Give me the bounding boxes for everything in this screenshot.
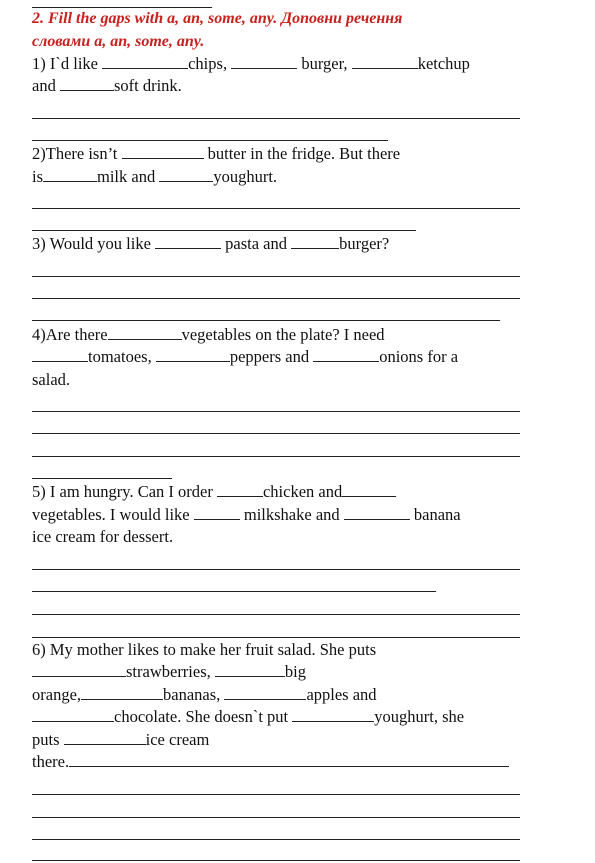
- gap-blank[interactable]: [231, 54, 297, 69]
- item-6-line-4: [32, 706, 464, 729]
- gap-blank[interactable]: [43, 167, 97, 182]
- answer-line[interactable]: [32, 456, 520, 457]
- text-segment: bananas,: [163, 685, 225, 704]
- answer-line[interactable]: [32, 140, 388, 141]
- answer-line[interactable]: [32, 839, 520, 840]
- text-segment: 3) Would you like: [32, 234, 156, 253]
- text-segment: youghurt, she: [374, 707, 465, 726]
- text-segment: burger,: [297, 54, 352, 73]
- answer-line[interactable]: [32, 478, 172, 479]
- answer-line[interactable]: [32, 208, 520, 209]
- gap-blank[interactable]: [352, 54, 418, 69]
- item-1-line-2: [32, 75, 182, 98]
- text-segment: ice cream: [145, 730, 210, 749]
- gap-blank[interactable]: [194, 505, 240, 520]
- text-segment: chocolate. She doesn`t put: [114, 707, 293, 726]
- answer-line[interactable]: [32, 637, 520, 638]
- answer-line[interactable]: [32, 860, 520, 861]
- answer-line[interactable]: [32, 411, 520, 412]
- text-segment: pasta and: [221, 234, 292, 253]
- text-segment: burger?: [339, 234, 390, 253]
- text-segment: milk and: [97, 167, 160, 186]
- item-5-line-3: [32, 526, 173, 549]
- gap-blank[interactable]: [342, 482, 396, 497]
- gap-blank[interactable]: [60, 76, 114, 91]
- gap-blank[interactable]: [81, 685, 163, 700]
- gap-blank[interactable]: [224, 685, 306, 700]
- text-segment: and: [32, 76, 60, 95]
- text-segment: vegetables on the plate? I need: [181, 325, 385, 344]
- text-segment: is: [32, 167, 44, 186]
- gap-blank[interactable]: [69, 752, 509, 767]
- answer-line[interactable]: [32, 320, 500, 321]
- gap-blank[interactable]: [32, 662, 126, 677]
- item-4-line-2: [32, 346, 458, 369]
- text-segment: 5) I am hungry. Can I order: [32, 482, 217, 501]
- text-segment: 4)Are there: [32, 325, 108, 344]
- item-1-line-1: [32, 53, 470, 76]
- gap-blank[interactable]: [102, 54, 188, 69]
- text-segment: puts: [32, 730, 64, 749]
- answer-line[interactable]: [32, 118, 520, 119]
- item-4-line-1: [32, 324, 385, 347]
- text-segment: 1) I`d like: [32, 54, 103, 73]
- task-title-line-2: словами a, an, some, any.: [32, 33, 205, 50]
- item-6-line-1: [32, 639, 376, 662]
- gap-blank[interactable]: [291, 234, 339, 249]
- item-2-line-1: [32, 143, 400, 166]
- answer-line[interactable]: [32, 614, 520, 615]
- item-6-line-2: [32, 661, 306, 684]
- answer-line[interactable]: [32, 591, 436, 592]
- text-segment: milkshake and: [239, 505, 344, 524]
- gap-blank[interactable]: [156, 347, 230, 362]
- text-segment: big: [284, 662, 306, 681]
- task-title-line-1: 2. Fill the gaps with a, an, some, any. Доповни речення: [32, 10, 403, 27]
- text-segment: chicken and: [262, 482, 343, 501]
- gap-blank[interactable]: [32, 707, 114, 722]
- text-segment: peppers and: [229, 347, 314, 366]
- text-segment: 2)There isn’t: [32, 144, 122, 163]
- text-segment: salad.: [32, 370, 71, 389]
- gap-blank[interactable]: [215, 662, 285, 677]
- text-segment: vegetables. I would like: [32, 505, 194, 524]
- text-segment: strawberries,: [126, 662, 215, 681]
- text-segment: butter in the fridge. But there: [203, 144, 401, 163]
- answer-line[interactable]: [32, 794, 520, 795]
- answer-line[interactable]: [32, 569, 520, 570]
- text-segment: ketchup: [417, 54, 470, 73]
- text-segment: youghurt.: [213, 167, 278, 186]
- text-segment: tomatoes,: [88, 347, 156, 366]
- gap-blank[interactable]: [344, 505, 410, 520]
- answer-line[interactable]: [32, 276, 520, 277]
- item-2-line-2: [32, 166, 277, 189]
- text-segment: 6) My mother likes to make her fruit salad. She puts: [32, 640, 377, 659]
- text-segment: there.: [32, 752, 70, 771]
- gap-blank[interactable]: [217, 482, 263, 497]
- answer-line[interactable]: [32, 817, 520, 818]
- gap-blank[interactable]: [155, 234, 221, 249]
- gap-blank[interactable]: [32, 347, 88, 362]
- text-segment: onions for a: [379, 347, 459, 366]
- item-5-line-2: [32, 504, 461, 527]
- gap-blank[interactable]: [313, 347, 379, 362]
- text-segment: orange,: [32, 685, 82, 704]
- item-6-line-5: [32, 729, 209, 752]
- text-segment: chips,: [188, 54, 232, 73]
- gap-blank[interactable]: [122, 144, 204, 159]
- item-6-line-6: [32, 751, 509, 774]
- item-4-line-3: [32, 369, 70, 392]
- answer-line[interactable]: [32, 230, 416, 231]
- gap-blank[interactable]: [108, 325, 182, 340]
- answer-line[interactable]: [32, 433, 520, 434]
- text-segment: ice cream for dessert.: [32, 527, 174, 546]
- text-segment: banana: [409, 505, 461, 524]
- gap-blank[interactable]: [292, 707, 374, 722]
- text-segment: soft drink.: [113, 76, 182, 95]
- item-3-line-1: [32, 233, 389, 256]
- text-segment: apples and: [306, 685, 377, 704]
- gap-blank[interactable]: [64, 730, 146, 745]
- item-5-line-1: [32, 481, 396, 504]
- gap-blank[interactable]: [159, 167, 213, 182]
- item-6-line-3: [32, 684, 377, 707]
- answer-line[interactable]: [32, 298, 520, 299]
